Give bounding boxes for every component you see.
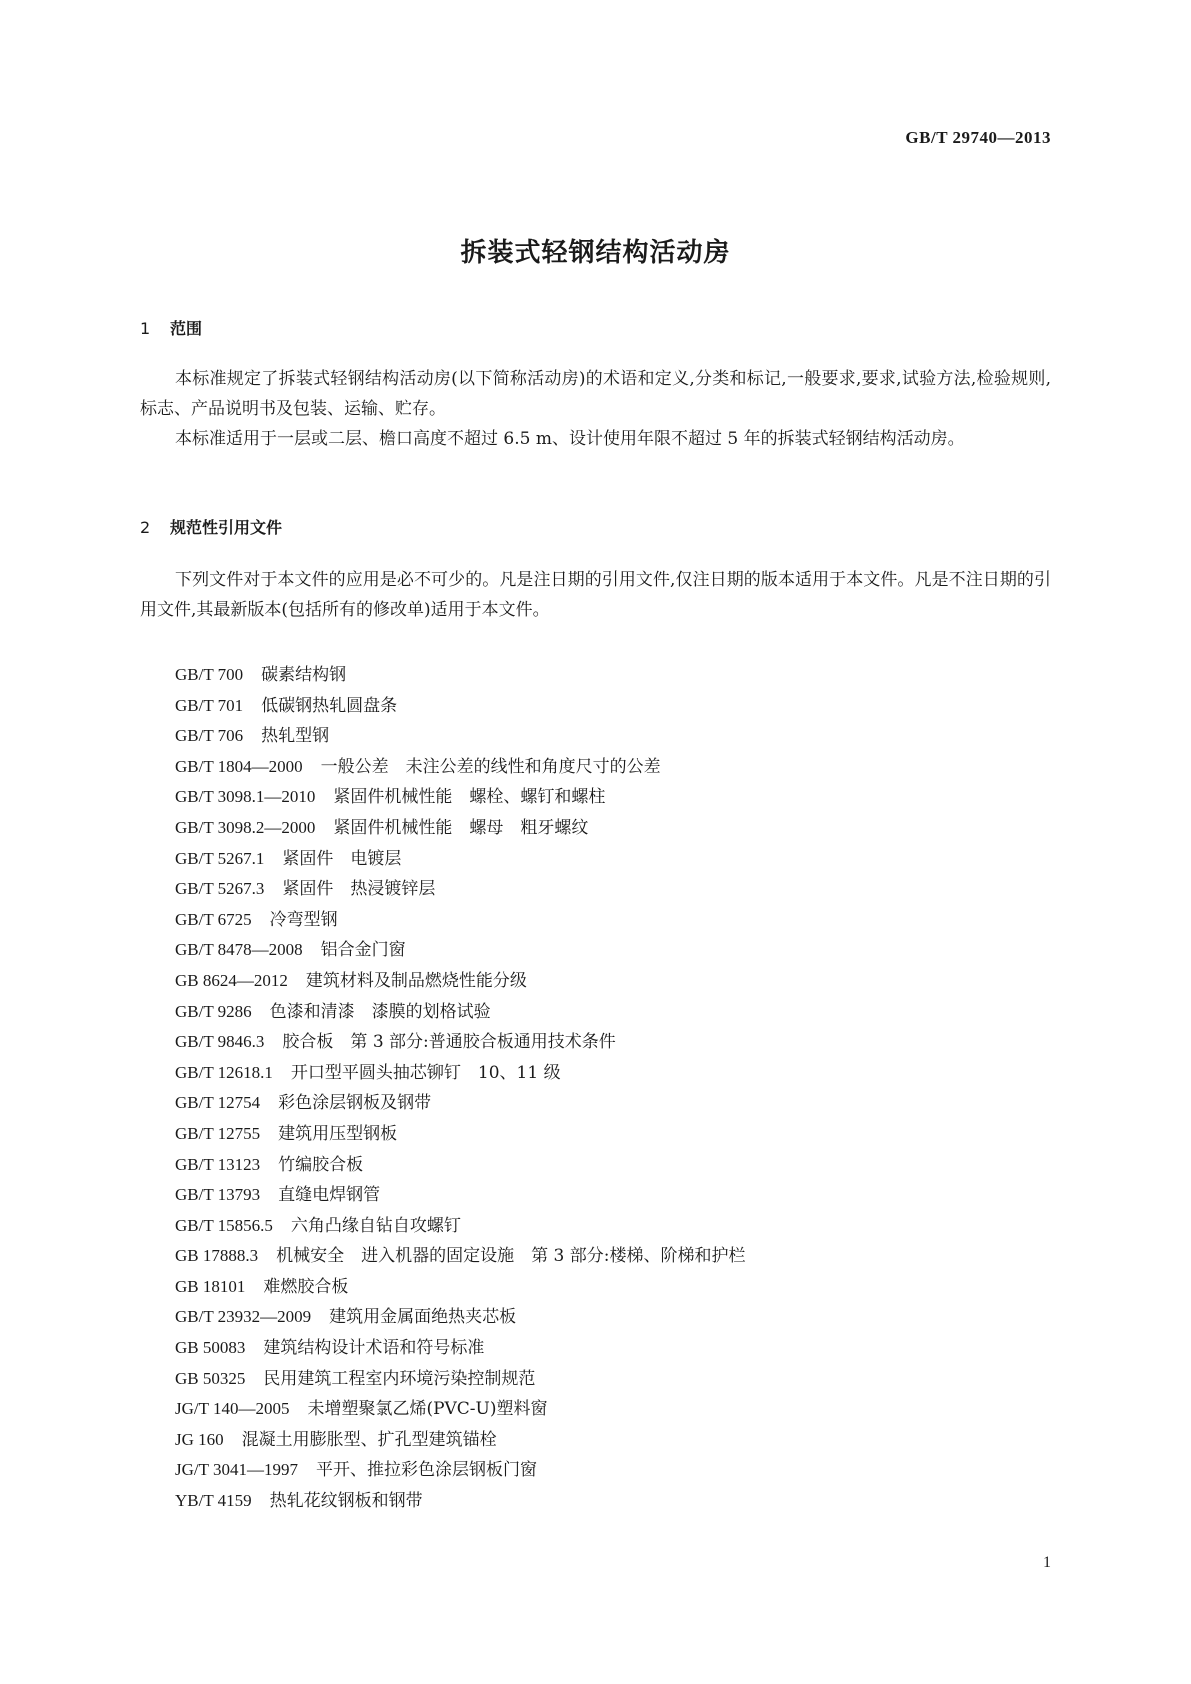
reference-title: 紧固件机械性能 螺母 粗牙螺纹 [333,817,589,838]
reference-code: GB/T 9286 [175,1001,252,1021]
reference-item [175,905,745,936]
reference-code: GB 18101 [175,1276,246,1296]
reference-title: 紧固件 电镀层 [282,848,402,869]
reference-item [175,1364,745,1395]
section-2-intro: 下列文件对于本文件的应用是必不可少的。凡是注日期的引用文件,仅注日期的版本适用于本文件。凡是不注日期的引用文件,其最新版本(包括所有的修改单)适用于本文件。 [140,570,1051,620]
reference-item [175,844,745,875]
reference-item [175,660,745,691]
reference-code: GB/T 5267.3 [175,879,265,899]
reference-item [175,874,745,905]
reference-title: 民用建筑工程室内环境污染控制规范 [263,1368,536,1389]
reference-title: 一般公差 未注公差的线性和角度尺寸的公差 [320,756,661,777]
reference-code: GB/T 12755 [175,1123,261,1143]
reference-title: 混凝土用膨胀型、扩孔型建筑锚栓 [241,1429,497,1450]
reference-code: GB/T 1804—2000 [175,756,303,776]
section-1-title: 范围 [170,319,203,338]
reference-title: 直缝电焊钢管 [278,1185,381,1206]
reference-item [175,966,745,997]
reference-item [175,752,745,783]
reference-code: GB/T 6725 [175,909,252,929]
reference-code: GB/T 5267.1 [175,848,265,868]
reference-item [175,997,745,1028]
section-1-heading [140,316,202,339]
reference-code: GB/T 12754 [175,1093,261,1113]
reference-code: GB/T 8478—2008 [175,940,303,960]
reference-title: 低碳钢热轧圆盘条 [261,695,398,716]
reference-code: GB/T 12618.1 [175,1062,273,1082]
reference-code: GB/T 700 [175,665,244,684]
reference-item [175,1486,745,1517]
reference-item [175,1455,745,1486]
reference-item [175,782,745,813]
reference-title: 难燃胶合板 [263,1276,349,1297]
reference-code: JG/T 3041—1997 [175,1460,298,1480]
reference-item [175,721,745,752]
reference-code: GB/T 3098.1—2010 [175,787,316,807]
reference-title: 建筑材料及制品燃烧性能分级 [305,970,527,991]
reference-title: 平开、推拉彩色涂层钢板门窗 [315,1460,537,1481]
section-1-paragraph-2: 本标准适用于一层或二层、檐口高度不超过 6.5 m、设计使用年限不超过 5 年的拆装式轻钢结构活动房。 [175,429,965,449]
reference-item [175,1150,745,1181]
section-1-paragraph-1: 本标准规定了拆装式轻钢结构活动房(以下简称活动房)的术语和定义,分类和标记,一般要求,要求,试验方法,检验规则,标志、产品说明书及包装、运输、贮存。 [140,369,1051,419]
reference-code: GB 50325 [175,1368,246,1388]
reference-title: 未增塑聚氯乙烯(PVC-U)塑料窗 [307,1399,548,1420]
standard-number: GB/T 29740—2013 [905,128,1051,147]
reference-title: 紧固件机械性能 螺栓、螺钉和螺柱 [333,787,606,808]
reference-list [175,660,745,1517]
reference-item [175,1088,745,1119]
reference-code: GB 8624—2012 [175,970,288,990]
reference-item [175,1302,745,1333]
section-2-title: 规范性引用文件 [170,518,283,537]
reference-code: GB/T 23932—2009 [175,1307,312,1327]
reference-title: 机械安全 进入机器的固定设施 第 3 部分:楼梯、阶梯和护栏 [276,1246,746,1267]
reference-item [175,1058,745,1089]
reference-title: 碳素结构钢 [261,665,347,685]
reference-title: 竹编胶合板 [278,1154,364,1175]
reference-code: GB/T 701 [175,695,244,715]
reference-title: 冷弯型钢 [269,909,338,930]
reference-item [175,935,745,966]
reference-code: JG 160 [175,1429,224,1449]
reference-title: 建筑用金属面绝热夹芯板 [329,1307,517,1328]
reference-item [175,813,745,844]
reference-title: 胶合板 第 3 部分:普通胶合板通用技术条件 [282,1032,616,1053]
reference-code: GB/T 706 [175,726,244,746]
reference-title: 铝合金门窗 [320,940,406,961]
reference-code: GB/T 13123 [175,1154,261,1174]
reference-title: 色漆和清漆 漆膜的划格试验 [269,1001,491,1022]
reference-item [175,1027,745,1058]
reference-item [175,1241,745,1272]
reference-item [175,691,745,722]
reference-code: YB/T 4159 [175,1491,252,1511]
reference-item [175,1425,745,1456]
reference-code: GB/T 3098.2—2000 [175,817,316,837]
reference-item [175,1272,745,1303]
reference-code: GB 17888.3 [175,1246,259,1266]
reference-code: GB/T 9846.3 [175,1032,265,1052]
section-2-number: 2 [140,518,151,537]
section-1-number: 1 [140,319,151,338]
reference-title: 建筑结构设计术语和符号标准 [263,1338,485,1359]
reference-title: 热轧花纹钢板和钢带 [269,1491,423,1512]
reference-item [175,1333,745,1364]
reference-code: JG/T 140—2005 [175,1399,290,1419]
reference-item [175,1394,745,1425]
reference-title: 彩色涂层钢板及钢带 [278,1093,432,1114]
reference-item [175,1119,745,1150]
document-title: 拆装式轻钢结构活动房 [460,238,731,268]
reference-code: GB/T 13793 [175,1185,261,1205]
reference-code: GB 50083 [175,1338,246,1358]
reference-title: 建筑用压型钢板 [278,1123,398,1144]
reference-title: 紧固件 热浸镀锌层 [282,879,436,900]
reference-item [175,1180,745,1211]
reference-title: 热轧型钢 [261,726,330,747]
reference-title: 开口型平圆头抽芯铆钉 10、11 级 [290,1062,561,1083]
reference-title: 六角凸缘自钻自攻螺钉 [290,1215,461,1236]
reference-code: GB/T 15856.5 [175,1215,273,1235]
page-number: 1 [1043,1554,1051,1571]
reference-item [175,1211,745,1242]
section-2-heading [140,515,282,538]
